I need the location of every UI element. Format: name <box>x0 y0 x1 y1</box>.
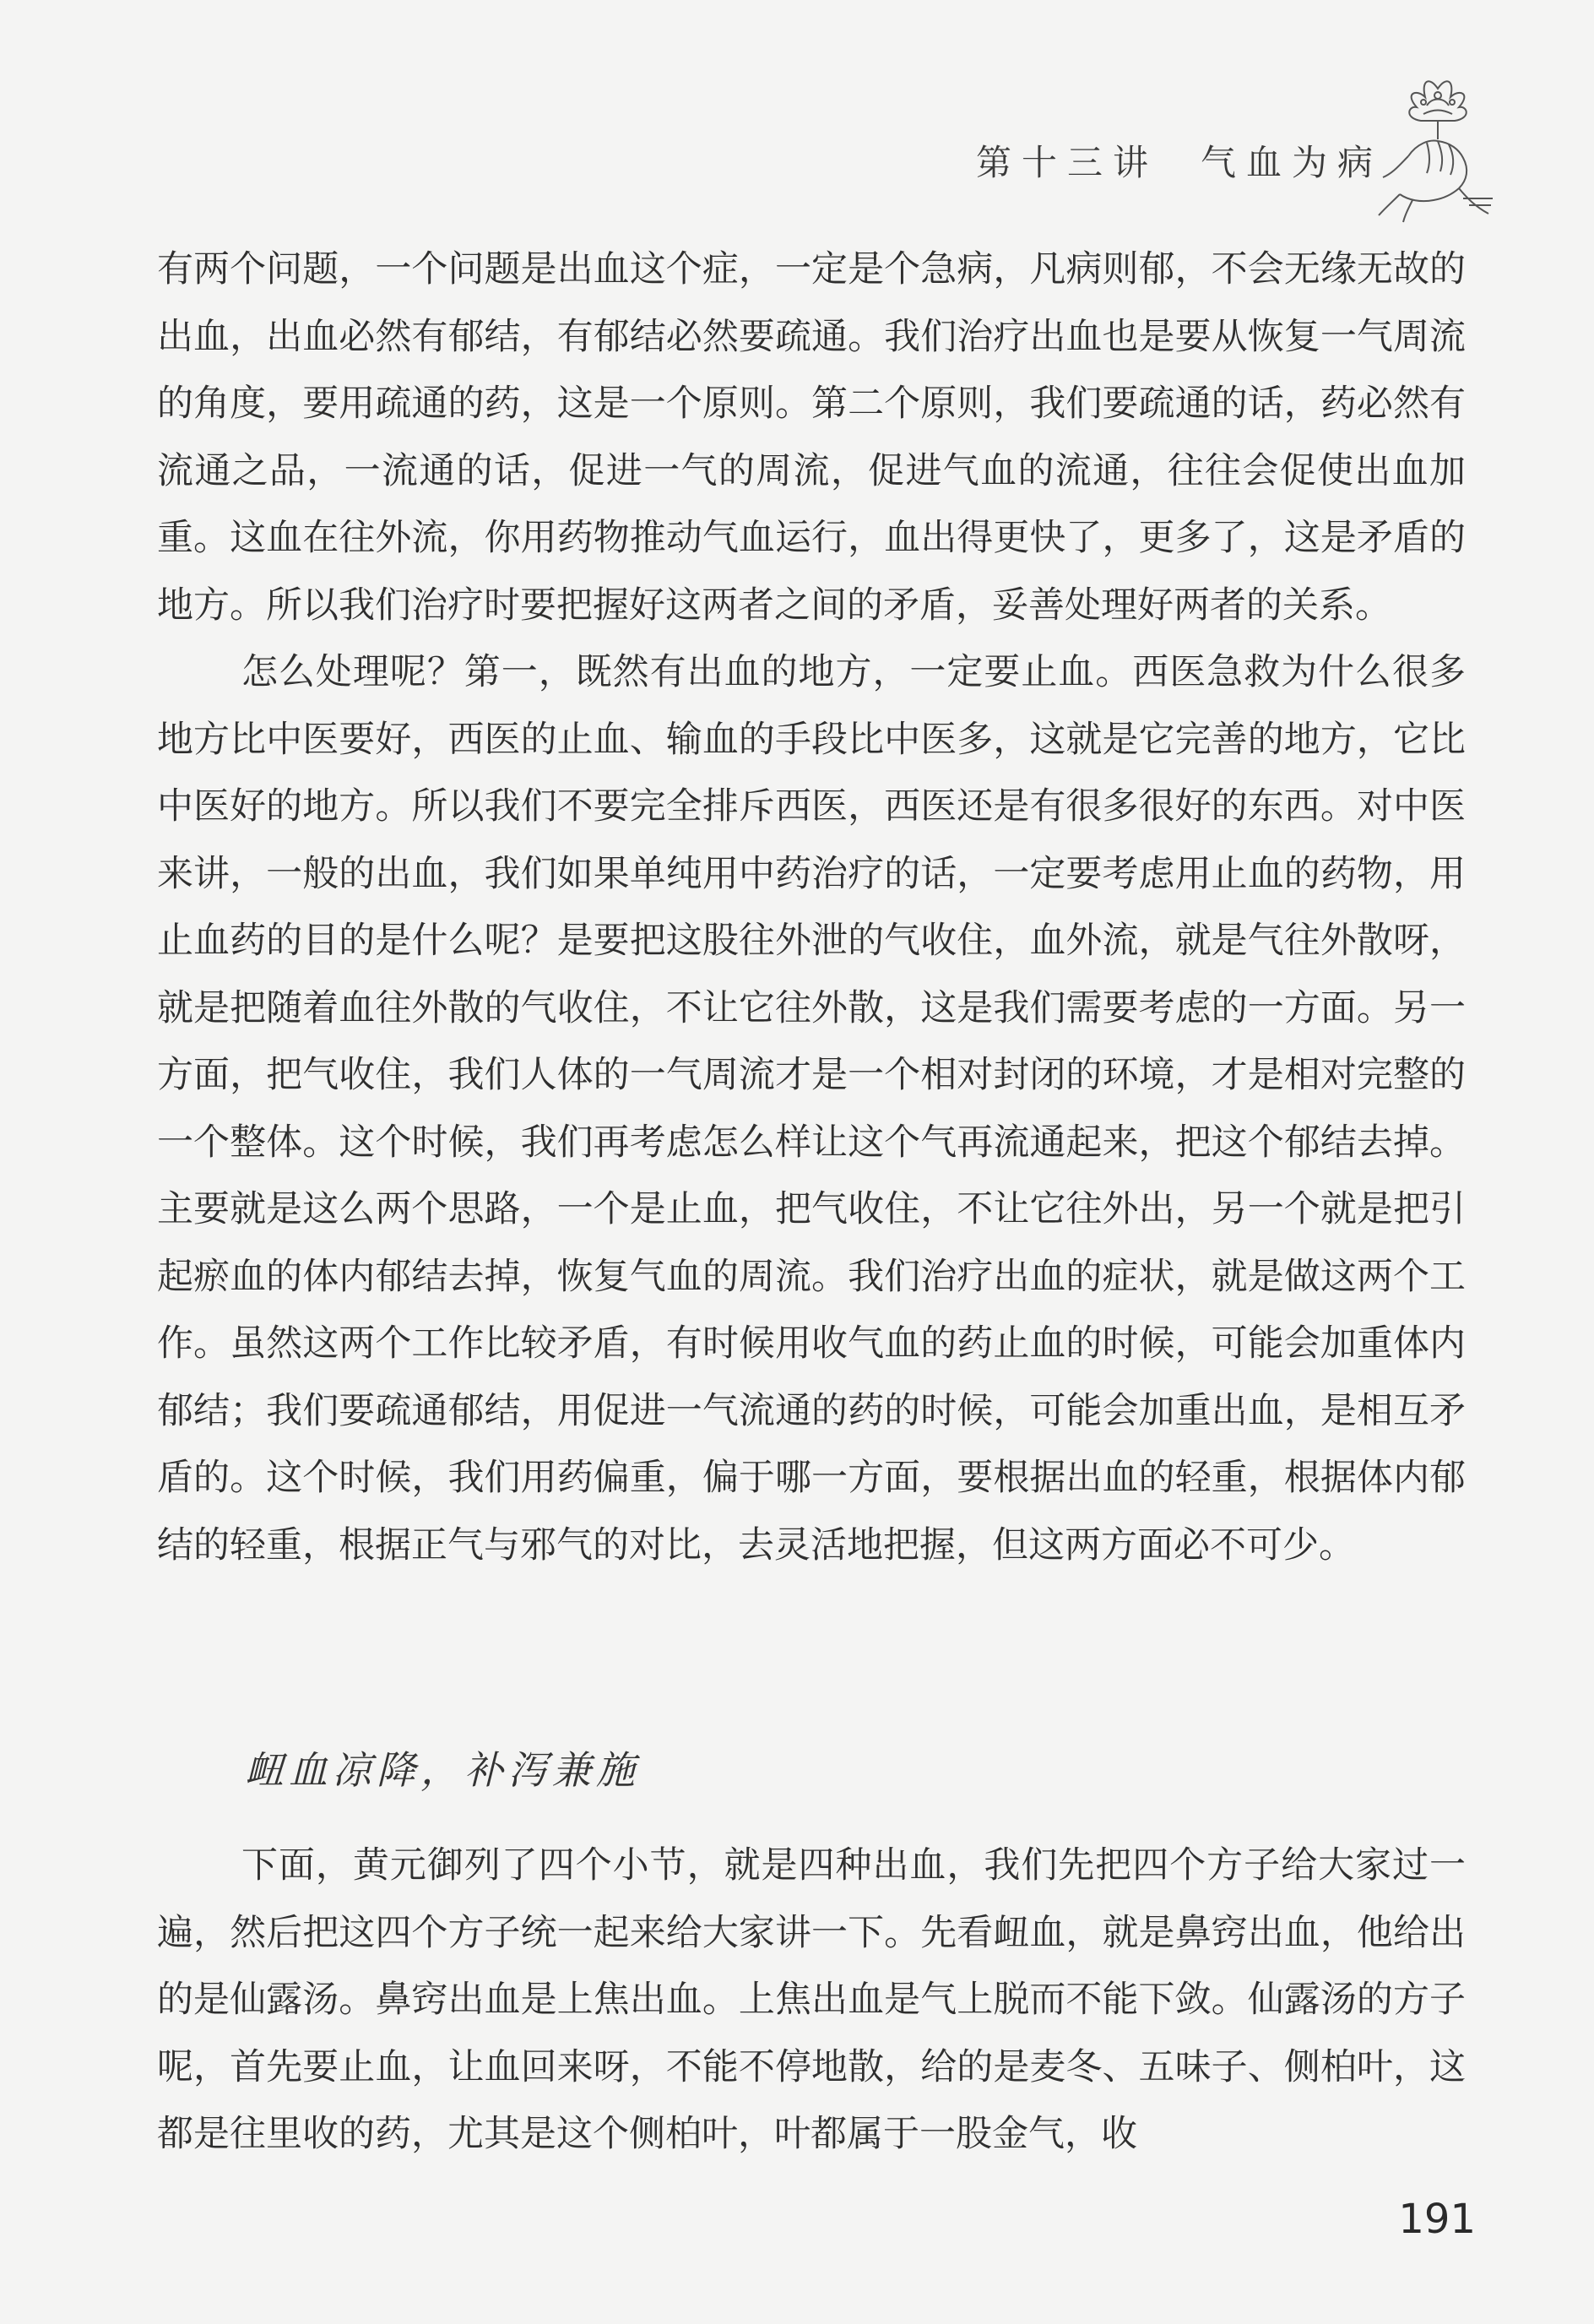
paragraph: 下面，黄元御列了四个小节，就是四种出血，我们先把四个方子给大家过一遍，然后把这四个方子统一起来给大家讲一下。先看衄血，就是鼻窍出血，他给出的是仙露汤。鼻窍出血是上焦出血。上焦出血是气上脱而不能下敛。仙露汤的方子呢，首先要止血，让血回来呀，不能不停地散，给的是麦冬、五味子、侧柏叶，这都是往里收的药，尤其是这个侧柏叶，叶都属于一股金气，收 <box>157 1844 1466 2155</box>
lotus-hand-icon <box>1374 72 1501 224</box>
body-text-top <box>157 236 1466 1579</box>
paragraph: 怎么处理呢？第一，既然有出血的地方，一定要止血。西医急救为什么很多地方比中医要好，西医的止血、输血的手段比中医多，这就是它完善的地方，它比中医好的地方。所以我们不要完全排斥西医，西医还是有很多很好的东西。对中医来讲，一般的出血，我们如果单纯用中药治疗的话，一定要考虑用止血的药物，用止血药的目的是什么呢？是要把这股往外泄的气收住，血外流，就是气往外散呀，就是把随着血往外散的气收住，不让它往外散，这是我们需要考虑的一方面。另一方面，把气收住，我们人体的一气周流才是一个相对封闭的环境，才是相对完整的一个整体。这个时候，我们再考虑怎么样让这个气再流通起来，把这个郁结去掉。主要就是这么两个思路，一个是止血，把气收住，不让它往外出，另一个就是把引起瘀血的体内郁结去掉，恢复气血的周流。我们治疗出血的症状，就是做这两个工作。虽然这两个工作比较矛盾，有时候用收气血的药止血的时候，可能会加重体内郁结；我们要疏通郁结，用促进一气流通的药的时候，可能会加重出血，是相互矛盾的。这个时候，我们用药偏重，偏于哪一方面，要根据出血的轻重，根据体内郁结的轻重，根据正气与邪气的对比，去灵活地把握，但这两方面必不可少。 <box>157 651 1466 1567</box>
chapter-number: 第十三讲 <box>975 142 1158 183</box>
running-head <box>976 135 1383 186</box>
chapter-title: 气血为病 <box>1200 142 1383 183</box>
section-heading: 衄血凉降，补泻兼施 <box>245 1747 640 1793</box>
body-text-bottom <box>157 1833 1466 2169</box>
paragraph: 有两个问题，一个问题是出血这个症，一定是个急病，凡病则郁，不会无缘无故的出血，出血必然有郁结，有郁结必然要疏通。我们治疗出血也是要从恢复一气周流的角度，要用疏通的药，这是一个原则。第二个原则，我们要疏通的话，药必然有流通之品，一流通的话，促进一气的周流，促进气血的流通，往往会促使出血加重。这血在往外流，你用药物推动气血运行，血出得更快了，更多了，这是矛盾的地方。所以我们治疗时要把握好这两者之间的矛盾，妥善处理好两者的关系。 <box>157 248 1466 627</box>
page-number: 191 <box>1398 2196 1476 2243</box>
